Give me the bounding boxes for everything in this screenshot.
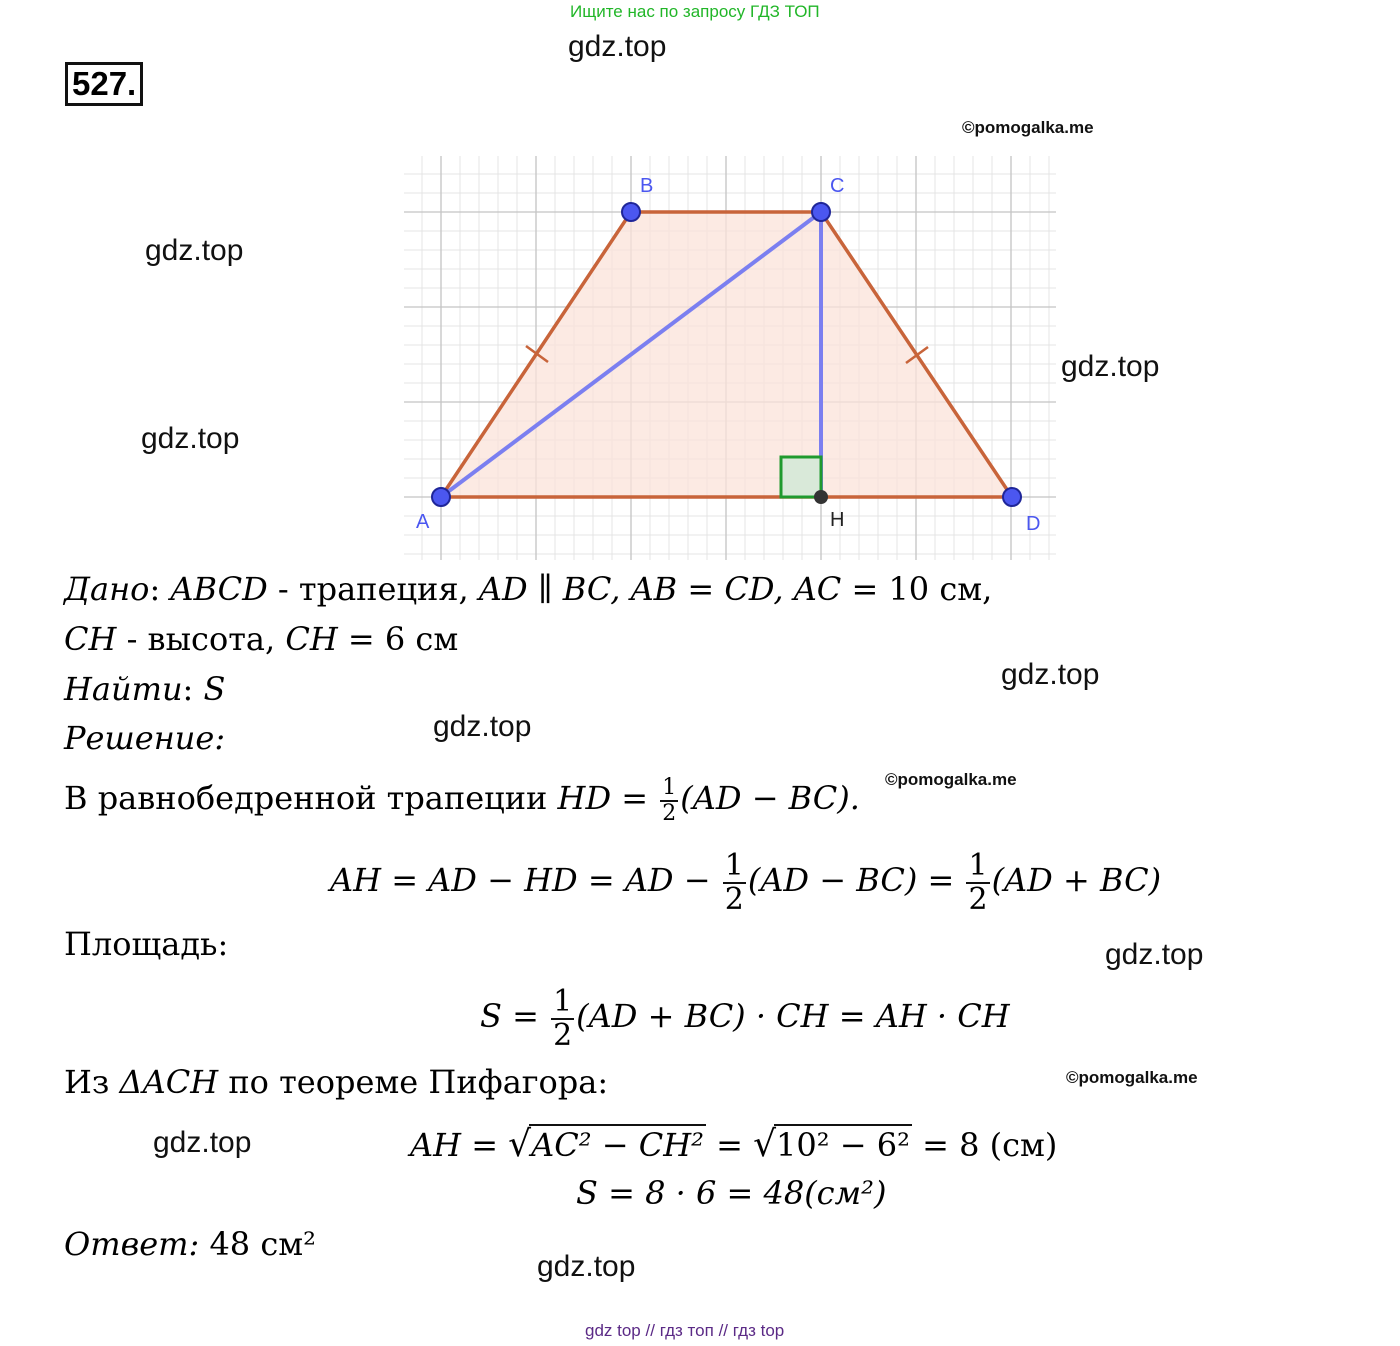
given-label: Дано (64, 570, 150, 608)
given-trapezoid: - трапеция, (267, 570, 479, 608)
area-label: Площадь: (64, 925, 229, 963)
answer-label: Ответ: (64, 1225, 200, 1263)
gdz-watermark: gdz.top (537, 1250, 636, 1283)
pythagoras-text-1: Из (64, 1063, 120, 1101)
label-c: C (830, 175, 845, 197)
step-4-b: = (705, 1126, 754, 1164)
step-3-fraction: $\frac{1}{2}$ (553, 984, 573, 1053)
search-hint[interactable] (570, 2, 820, 22)
step-2-c: (AD + BC) (991, 861, 1162, 899)
step-2-fraction-2: $\frac{1}{2}$ (968, 848, 988, 917)
given-line-1: Дано: ABCD - трапеция, AD ∥ BC, AB = CD, AC = 10 см, (64, 570, 993, 608)
find-line: Найти: S (64, 670, 226, 708)
solution-heading: Решение: (64, 719, 226, 757)
pomogalka-watermark: ©pomogalka.me (885, 770, 1017, 789)
step-2-b: (AD − BC) = (747, 861, 965, 899)
gdz-watermark: gdz.top (145, 234, 244, 267)
step-3-b: (AD + BC) · CH = AH · CH (576, 997, 1010, 1035)
given-ch: CH (64, 620, 117, 658)
given-ch-eq: CH = (285, 620, 385, 658)
footer-link-1[interactable]: gdz top (585, 1321, 641, 1340)
footer-separator: // (645, 1321, 655, 1340)
step-1-fraction: $\frac{1}{2}$ (662, 775, 677, 826)
point-h (814, 490, 828, 504)
vertex-a (432, 488, 450, 506)
answer-line (64, 1225, 316, 1263)
gdz-watermark: gdz.top (1001, 658, 1100, 691)
step-4-c: = 8 (см) (911, 1126, 1058, 1164)
trapezoid-figure (400, 150, 1060, 565)
gdz-watermark: gdz.top (1061, 350, 1160, 383)
step-4-a: AH = (410, 1126, 509, 1164)
label-a: A (416, 511, 430, 533)
footer-link-2[interactable]: гдз топ (659, 1321, 714, 1340)
vertex-c (812, 203, 830, 221)
right-angle-mark (781, 457, 821, 497)
pythagoras-line (64, 1063, 608, 1101)
step-2 (330, 838, 1161, 922)
step-3 (480, 974, 1010, 1058)
given-line-2 (64, 620, 458, 658)
pythagoras-text-2: по теореме Пифагора: (218, 1063, 609, 1101)
step-1-rhs: (AD − BC). (680, 779, 860, 817)
step-4-radicand-2: 10² − 6² (776, 1126, 910, 1164)
pomogalka-watermark: ©pomogalka.me (1066, 1068, 1198, 1087)
step-2-a: AH = AD − HD = AD − (330, 861, 721, 899)
vertex-d (1003, 488, 1021, 506)
gdz-watermark: gdz.top (1105, 938, 1204, 971)
footer-link-3[interactable]: гдз top (732, 1321, 785, 1340)
gdz-watermark: gdz.top (433, 710, 532, 743)
given-ac-value: 10 см, (888, 570, 993, 608)
pythagoras-triangle: ΔACH (119, 1063, 219, 1101)
step-1 (64, 766, 860, 830)
pomogalka-watermark: ©pomogalka.me (962, 118, 1094, 137)
step-4-radicand-1: AC² − CH² (531, 1126, 704, 1164)
problem-number: 527. (65, 62, 143, 106)
given-abcd: ABCD (170, 570, 268, 608)
find-value: S (203, 670, 226, 708)
footer-separator: // (718, 1321, 729, 1340)
gdz-watermark: gdz.top (141, 422, 240, 455)
step-2-fraction-1: $\frac{1}{2}$ (724, 848, 744, 917)
step-1-text: В равнобедренной трапеции (64, 779, 558, 817)
search-hint-link[interactable]: Ищите нас по запросу ГДЗ ТОП (570, 2, 820, 21)
find-label: Найти (64, 670, 183, 708)
footer-links (585, 1321, 784, 1341)
label-h: H (830, 509, 845, 531)
gdz-watermark: gdz.top (153, 1126, 252, 1159)
solution-label: Решение (64, 719, 215, 757)
label-d: D (1026, 513, 1041, 535)
given-relations: AD ∥ BC, AB = CD, AC = (478, 570, 889, 608)
step-4: AH = √AC² − CH² = √10² − 6² = 8 (см) (410, 1124, 1058, 1165)
answer-value: 48 см² (209, 1225, 316, 1263)
step-3-a: S = (480, 997, 550, 1035)
vertex-b (622, 203, 640, 221)
brand-watermark: gdz.top (568, 30, 667, 63)
given-height: - высота, (116, 620, 286, 658)
trapezoid-fill (441, 212, 1012, 497)
label-b: B (640, 175, 654, 197)
step-5: S = 8 · 6 = 48(см²) (576, 1174, 887, 1212)
step-1-lhs: HD = (557, 779, 659, 817)
given-ch-value: 6 см (384, 620, 459, 658)
